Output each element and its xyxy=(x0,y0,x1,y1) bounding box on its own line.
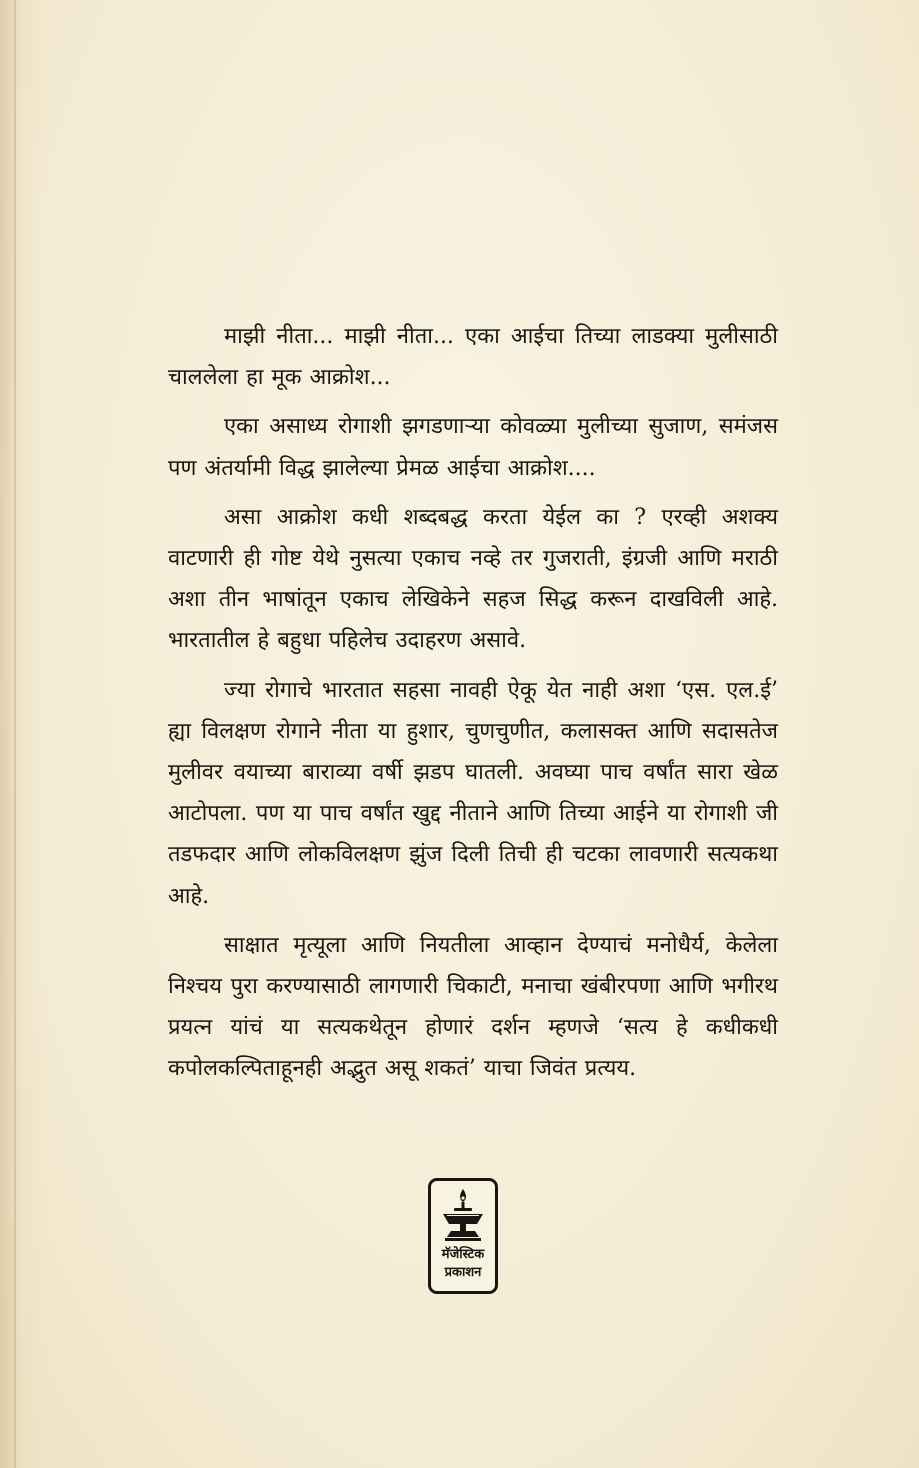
publisher-logo xyxy=(428,1178,498,1294)
blurb-text xyxy=(168,316,778,1098)
blurb-paragraph-3: असा आक्रोश कधी शब्दबद्ध करता येईल का ? एरव्ही अशक्य वाटणारी ही गोष्ट येथे नुसत्या एकाच नव्हे तर गुजराती, इंग्रजी आणि मराठी अशा तीन भाषांतून एकाच लेखिकेने सहज सिद्ध करून दाखविली आहे. भारतातील हे बहुधा पहिलेच उदाहरण असावे. xyxy=(168,504,778,654)
publisher-name-line-2: प्रकाशन xyxy=(444,1265,482,1280)
spine-edge xyxy=(14,0,16,1468)
blurb-paragraph-2: एका असाध्य रोगाशी झगडणाऱ्या कोवळ्या मुलीच्या सुजाण, समंजस पण अंतर्यामी विद्ध झालेल्या प्रेमळ आईचा आक्रोश.... xyxy=(168,414,778,481)
oil-lamp-icon xyxy=(437,1187,489,1243)
blurb-paragraph-5: साक्षात मृत्यूला आणि नियतीला आव्हान देण्याचं मनोधैर्य, केलेला निश्चय पुरा करण्यासाठी लागणारी चिकाटी, मनाचा खंबीरपणा आणि भगीरथ प्रयत्न यांचं या सत्यकथेतून होणारं दर्शन म्हणजे ‘सत्य हे कधीकधी कपोलकल्पिताहूनही अद्भुत असू शकतं’ याचा जिवंत प्रत्यय. xyxy=(168,932,778,1082)
publisher-name-line-1: मॅजेस्टिक xyxy=(441,1247,485,1262)
blurb-paragraph-1: माझी नीता... माझी नीता... एका आईचा तिच्या लाडक्या मुलीसाठी चाललेला हा मूक आक्रोश... xyxy=(168,324,778,391)
paper-speck: · · xyxy=(322,1420,331,1430)
paper-speck: · · xyxy=(290,1412,299,1422)
blurb-paragraph-4: ज्या रोगाचे भारतात सहसा नावही ऐकू येत नाही अशा ‘एस. एल.ई’ ह्या विलक्षण रोगाने नीता या हुशार, चुणचुणीत, कलासक्त आणि सदासतेज मुलीवर वयाच्या बाराव्या वर्षी झडप घातली. अवघ्या पाच वर्षांत सारा खेळ आटोपला. पण या पाच वर्षांत खुद्द नीताने आणि तिच्या आईने या रोगाशी जी तडफदार आणि लोकविलक्षण झुंज दिली तिची ही चटका लावणारी सत्यकथा आहे. xyxy=(168,677,778,909)
paper-speck: · xyxy=(92,1438,95,1448)
